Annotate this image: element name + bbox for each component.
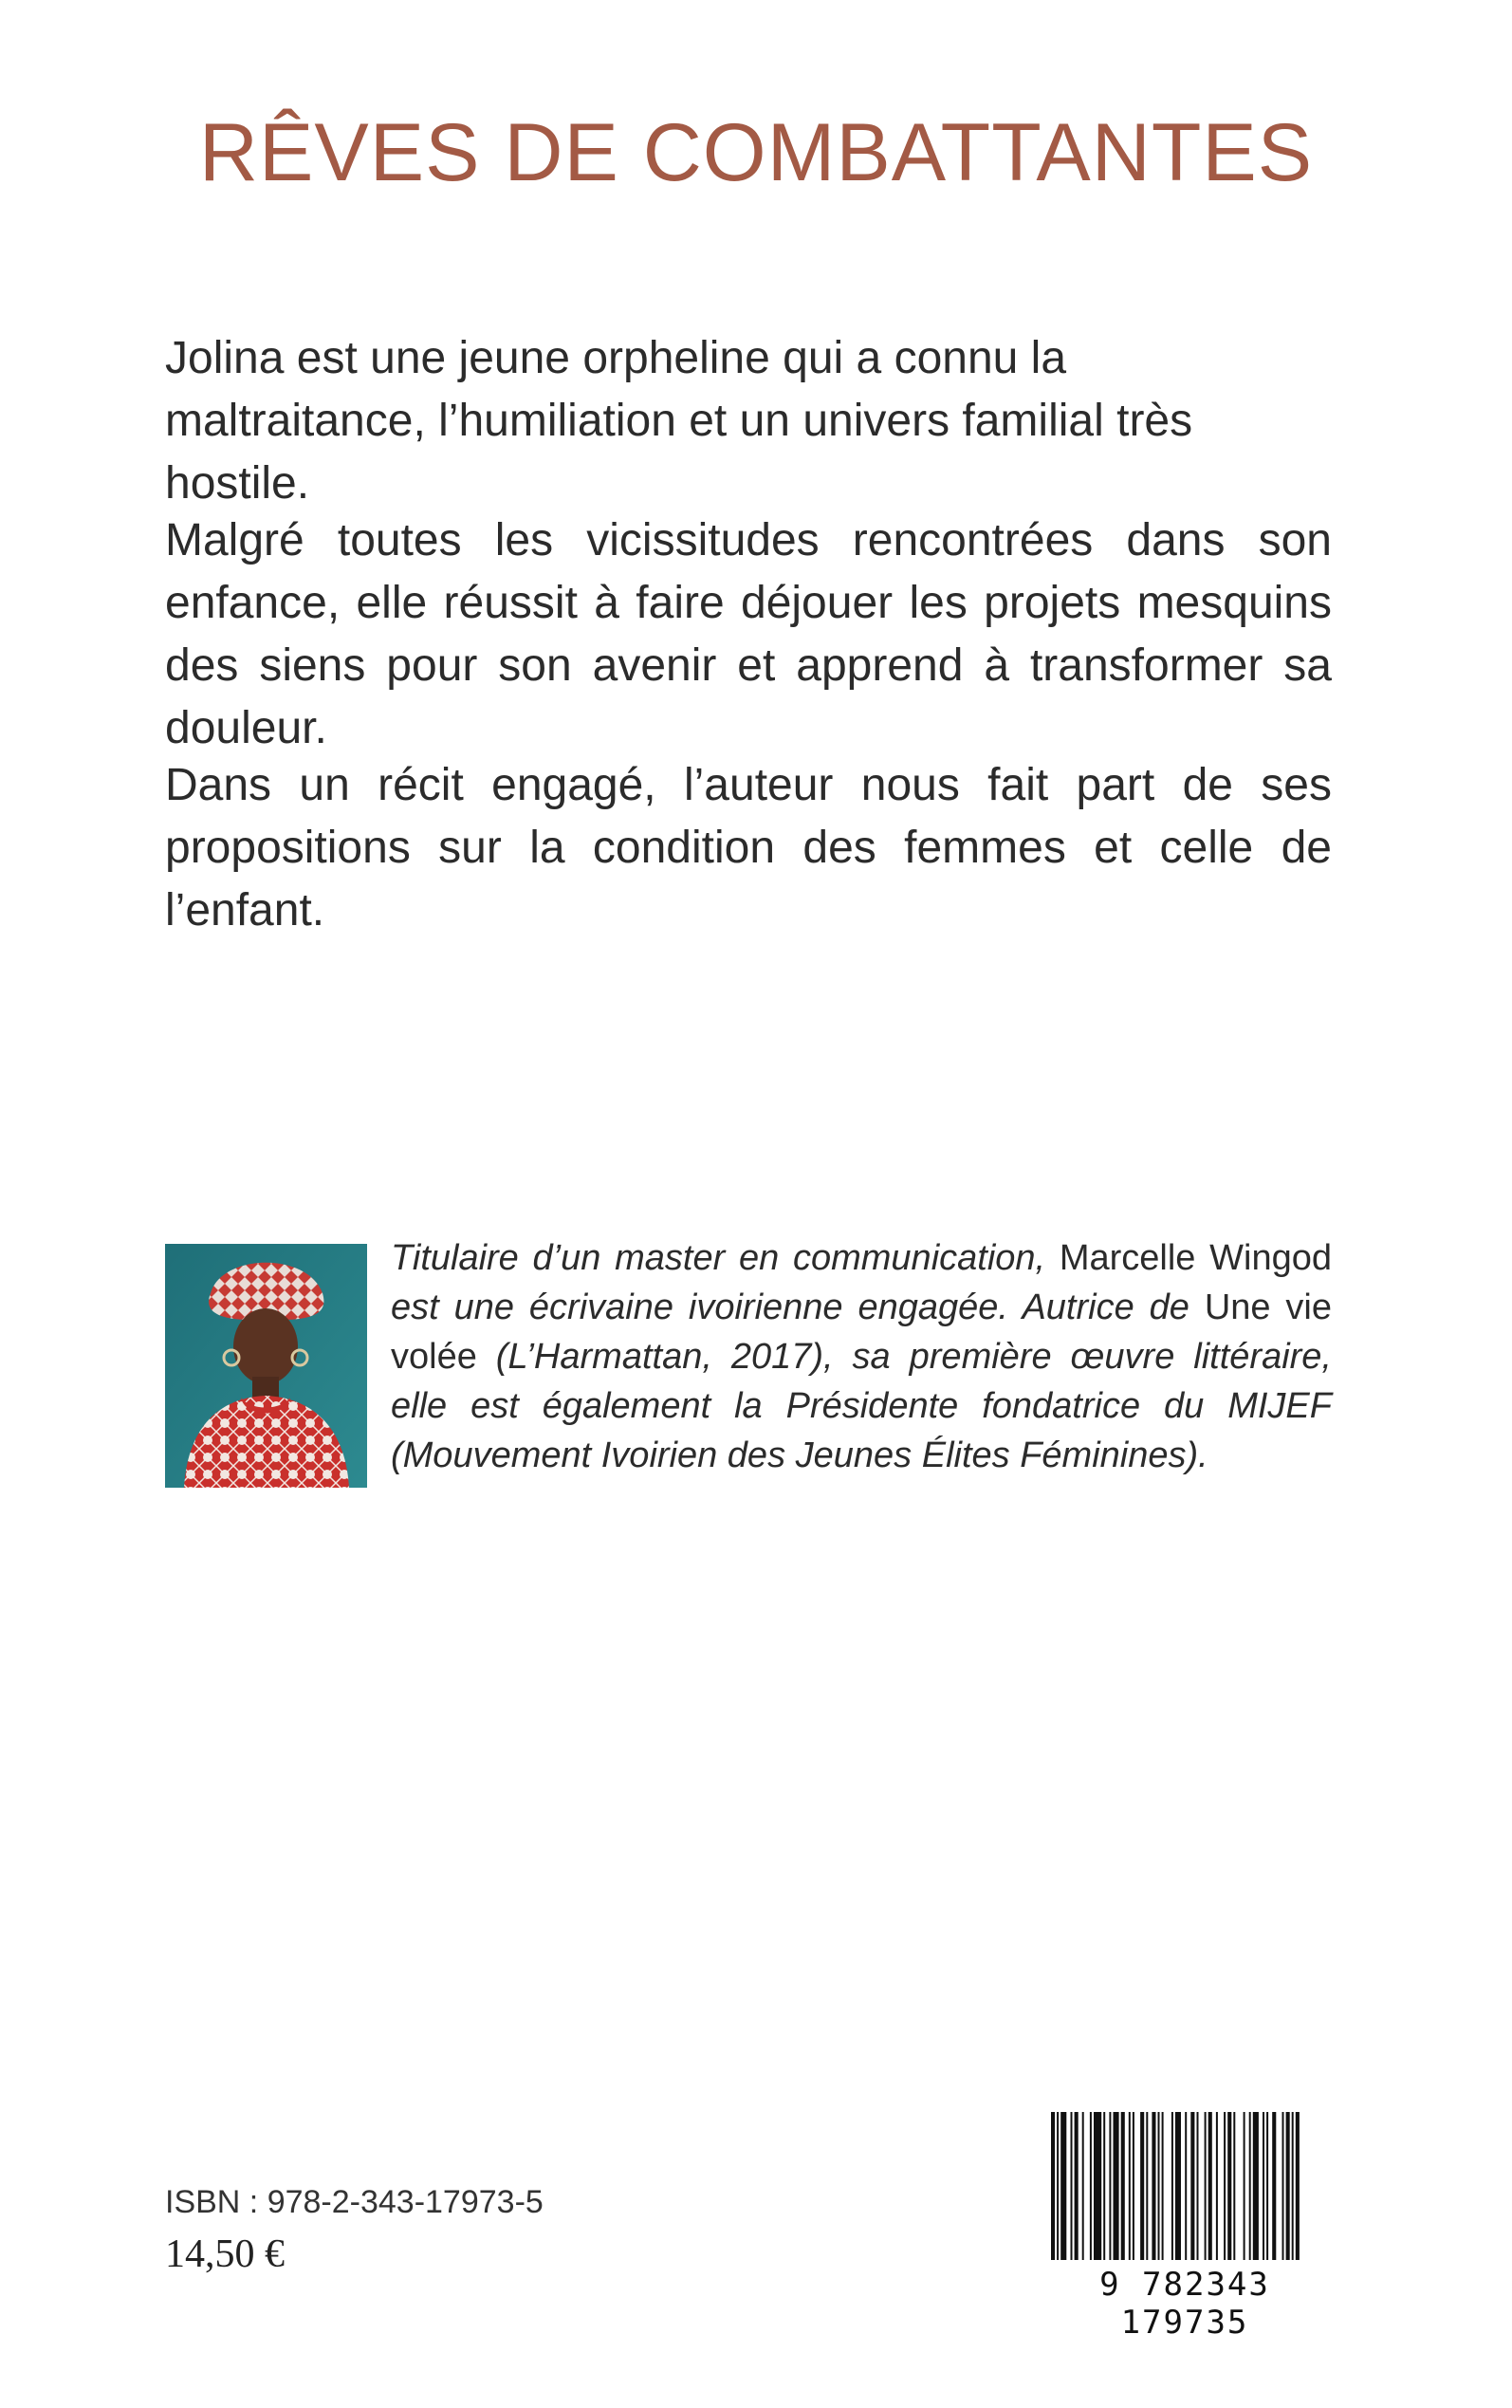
barcode-bar <box>1051 2112 1055 2260</box>
barcode <box>1038 2106 1332 2342</box>
barcode-bar <box>1071 2112 1073 2260</box>
author-previous-book: Une vie volée <box>391 1287 1333 1377</box>
barcode-bar <box>1175 2112 1181 2260</box>
barcode-digits: 9 782343 179735 <box>1099 2266 1270 2342</box>
barcode-bar <box>1133 2112 1134 2260</box>
author-bio-text-3: (L’Harmattan, 2017), sa première œuvre littéraire, elle est également la Présidente fondatrice du MIJEF (Mouvement Ivoirien des Jeunes Élites Féminines). <box>391 1337 1332 1475</box>
author-photo <box>165 1244 367 1488</box>
barcode-bar <box>1208 2112 1212 2260</box>
price: 14,50 € <box>165 2232 285 2276</box>
barcode-bar <box>1060 2112 1066 2260</box>
barcode-bar <box>1090 2112 1092 2260</box>
barcode-bar <box>1109 2112 1111 2260</box>
author-bio <box>391 1233 1332 1480</box>
barcode-bar <box>1158 2112 1160 2260</box>
barcode-bar <box>1249 2112 1251 2260</box>
barcode-bar <box>1233 2112 1235 2260</box>
barcode-bar <box>1205 2112 1207 2260</box>
blurb-paragraph-1: Jolina est une jeune orpheline qui a connu la maltraitance, l’humiliation et un univers familial très hostile. <box>165 333 1193 509</box>
barcode-bar <box>1140 2112 1144 2260</box>
barcode-bar <box>1292 2112 1294 2260</box>
barcode-bar <box>1057 2112 1059 2260</box>
barcode-bar <box>1197 2112 1199 2260</box>
author-bio-text-1: Titulaire d’un master en communication, <box>391 1238 1060 1278</box>
barcode-bar <box>1121 2112 1125 2260</box>
book-title: RÊVES DE COMBATTANTES <box>198 107 1314 198</box>
barcode-bar <box>1282 2112 1284 2260</box>
barcode-bar <box>1075 2112 1079 2260</box>
barcode-bar <box>1146 2112 1148 2260</box>
barcode-bar <box>1152 2112 1155 2260</box>
blurb-paragraph-3: Dans un récit engagé, l’auteur nous fait part de ses propositions sur la condition des femmes et celle de l’enfant. <box>165 760 1332 935</box>
blurb-paragraph-2: Malgré toutes les vicissitudes rencontrées dans son enfance, elle réussit à faire déjouer les projets mesquins des siens pour son avenir et apprend à transformer sa douleur. <box>165 515 1332 753</box>
barcode-bar <box>1082 2112 1084 2260</box>
barcode-bar <box>1286 2112 1290 2260</box>
barcode-bar <box>1114 2112 1119 2260</box>
barcode-bar <box>1227 2112 1231 2260</box>
barcode-bar <box>1263 2112 1264 2260</box>
barcode-bar <box>1296 2112 1300 2260</box>
barcode-bar <box>1272 2112 1276 2260</box>
author-bio-text-2: est une écrivaine ivoirienne engagée. Autrice de <box>391 1287 1205 1327</box>
barcode-bar <box>1266 2112 1268 2260</box>
barcode-bar <box>1185 2112 1187 2260</box>
barcode-bar <box>1190 2112 1194 2260</box>
barcode-bar <box>1171 2112 1173 2260</box>
isbn: ISBN : 978-2-343-17973-5 <box>165 2184 544 2220</box>
barcode-bar <box>1129 2112 1131 2260</box>
barcode-bar <box>1244 2112 1245 2260</box>
barcode-bar <box>1253 2112 1259 2260</box>
barcode-bar <box>1162 2112 1164 2260</box>
barcode-bar <box>1103 2112 1105 2260</box>
barcode-bar <box>1224 2112 1226 2260</box>
barcode-bar <box>1216 2112 1218 2260</box>
author-portrait-icon <box>165 1244 367 1488</box>
barcode-bars-icon <box>1038 2106 1332 2266</box>
barcode-bar <box>1094 2112 1101 2260</box>
author-name: Marcelle Wingod <box>1059 1238 1332 1278</box>
